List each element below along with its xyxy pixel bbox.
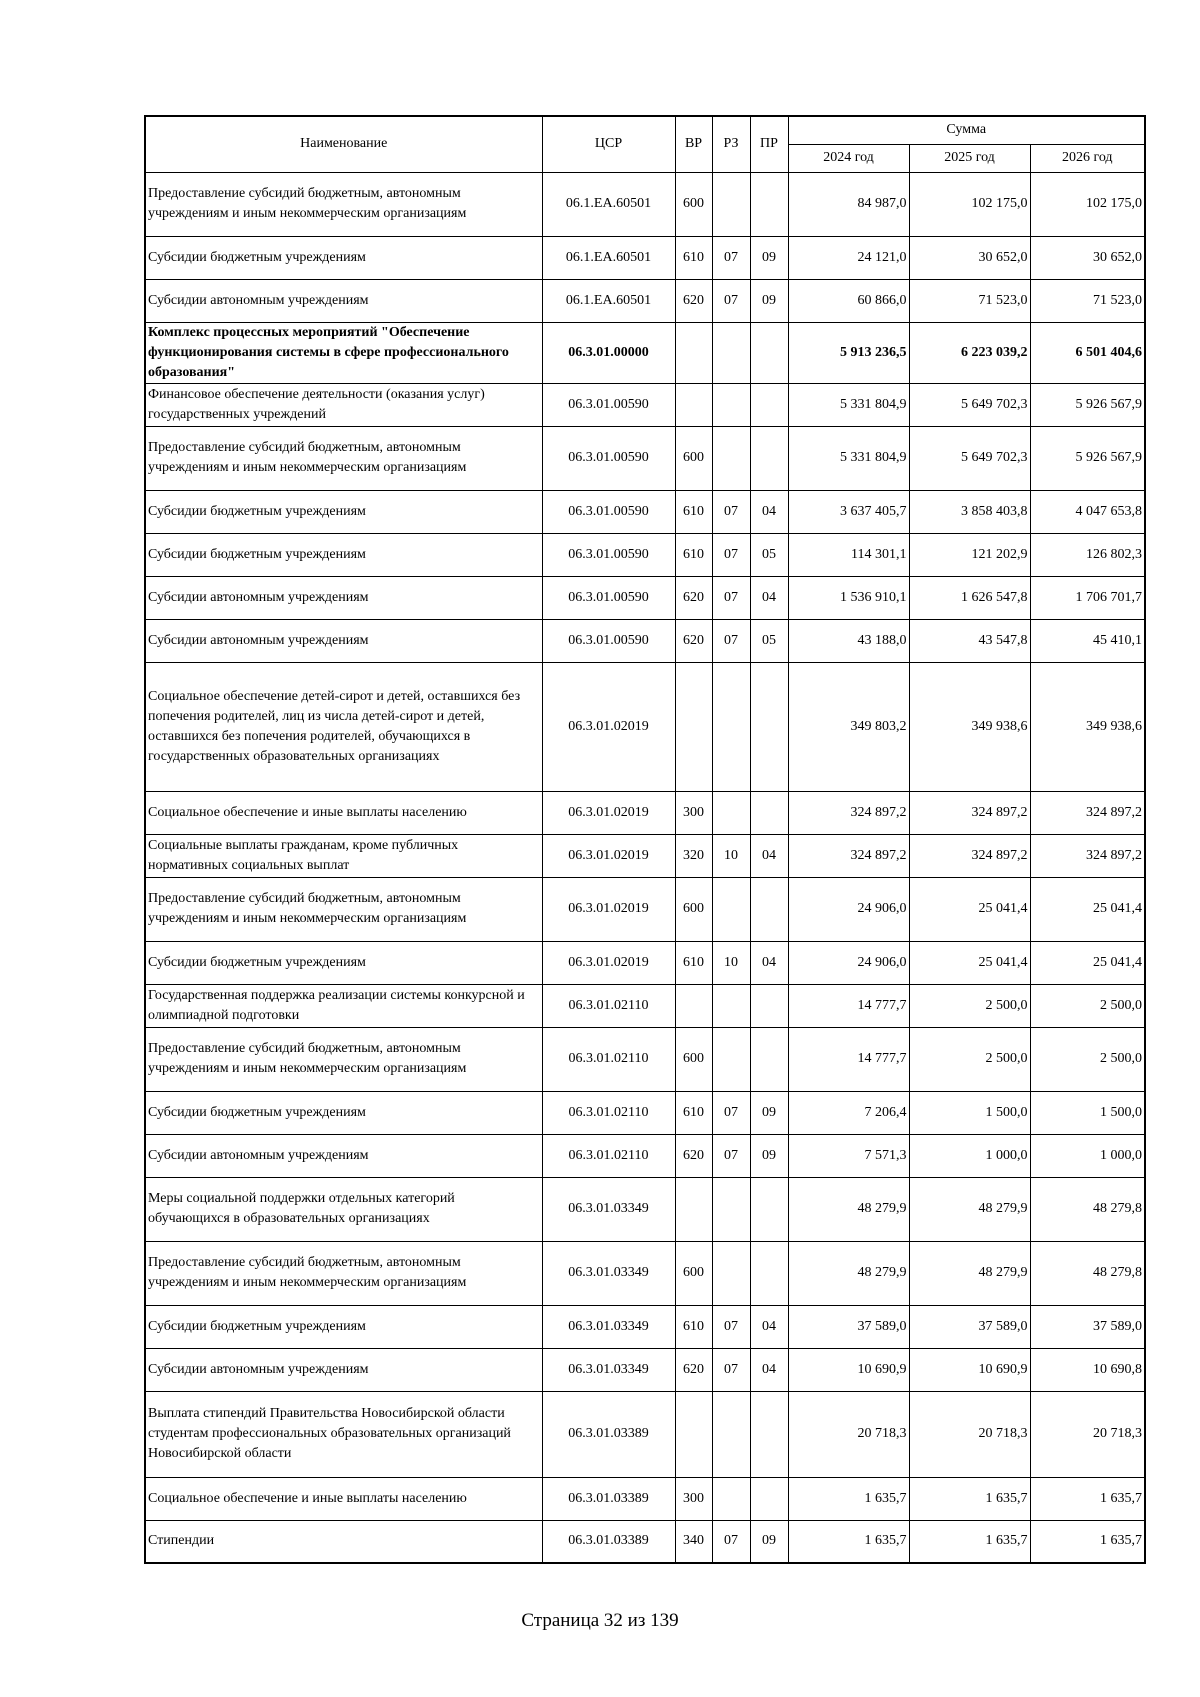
cell-rz xyxy=(712,1477,750,1520)
cell-year-2024: 1 536 910,1 xyxy=(788,576,909,619)
page-number: Страница 32 из 139 xyxy=(521,1610,679,1631)
cell-year-2026: 1 635,7 xyxy=(1030,1477,1145,1520)
cell-vr: 600 xyxy=(675,1027,712,1091)
cell-year-2026: 4 047 653,8 xyxy=(1030,490,1145,533)
cell-rz: 07 xyxy=(712,279,750,322)
cell-pr: 04 xyxy=(750,1305,788,1348)
cell-pr: 09 xyxy=(750,279,788,322)
cell-year-2025: 324 897,2 xyxy=(909,834,1030,877)
cell-year-2026: 48 279,8 xyxy=(1030,1241,1145,1305)
cell-year-2024: 1 635,7 xyxy=(788,1477,909,1520)
cell-rz xyxy=(712,791,750,834)
cell-year-2026: 45 410,1 xyxy=(1030,619,1145,662)
table-row xyxy=(145,662,1145,791)
cell-rz xyxy=(712,426,750,490)
cell-year-2025: 5 649 702,3 xyxy=(909,426,1030,490)
cell-year-2025: 1 635,7 xyxy=(909,1477,1030,1520)
table-row xyxy=(145,1348,1145,1391)
table-row xyxy=(145,791,1145,834)
cell-year-2026: 30 652,0 xyxy=(1030,236,1145,279)
table-row xyxy=(145,1177,1145,1241)
table-row xyxy=(145,322,1145,383)
cell-year-2024: 3 637 405,7 xyxy=(788,490,909,533)
cell-name: Социальное обеспечение детей-сирот и детей, оставшихся без попечения родителей, лиц из числа детей-сирот и детей, оставшихся без попечения родителей, обучающихся в государственных образовательных организациях xyxy=(145,662,542,791)
cell-year-2024: 24 906,0 xyxy=(788,941,909,984)
cell-vr: 600 xyxy=(675,426,712,490)
table-row xyxy=(145,941,1145,984)
cell-csr: 06.3.01.02019 xyxy=(542,877,675,941)
cell-year-2024: 5 331 804,9 xyxy=(788,383,909,426)
table-row xyxy=(145,279,1145,322)
cell-pr xyxy=(750,877,788,941)
cell-year-2026: 324 897,2 xyxy=(1030,791,1145,834)
cell-year-2025: 102 175,0 xyxy=(909,172,1030,236)
cell-csr: 06.3.01.03349 xyxy=(542,1348,675,1391)
cell-csr: 06.3.01.03349 xyxy=(542,1177,675,1241)
header-sum: Сумма xyxy=(788,116,1145,144)
cell-vr: 610 xyxy=(675,533,712,576)
cell-pr: 09 xyxy=(750,1091,788,1134)
cell-name: Субсидии автономным учреждениям xyxy=(145,1348,542,1391)
cell-year-2026: 1 706 701,7 xyxy=(1030,576,1145,619)
table-row xyxy=(145,172,1145,236)
cell-pr: 04 xyxy=(750,576,788,619)
table-row xyxy=(145,1477,1145,1520)
cell-pr: 04 xyxy=(750,490,788,533)
cell-rz xyxy=(712,984,750,1027)
cell-name: Предоставление субсидий бюджетным, автономным учреждениям и иным некоммерческим организациям xyxy=(145,426,542,490)
cell-year-2025: 71 523,0 xyxy=(909,279,1030,322)
table-row xyxy=(145,533,1145,576)
cell-year-2024: 60 866,0 xyxy=(788,279,909,322)
cell-csr: 06.1.EA.60501 xyxy=(542,236,675,279)
table-row xyxy=(145,984,1145,1027)
cell-year-2024: 114 301,1 xyxy=(788,533,909,576)
cell-year-2026: 48 279,8 xyxy=(1030,1177,1145,1241)
cell-year-2025: 349 938,6 xyxy=(909,662,1030,791)
cell-csr: 06.3.01.03389 xyxy=(542,1477,675,1520)
cell-name: Финансовое обеспечение деятельности (оказания услуг) государственных учреждений xyxy=(145,383,542,426)
cell-pr: 04 xyxy=(750,1348,788,1391)
cell-rz xyxy=(712,1241,750,1305)
cell-pr xyxy=(750,1391,788,1477)
table-row xyxy=(145,1091,1145,1134)
cell-pr: 05 xyxy=(750,533,788,576)
cell-year-2026: 126 802,3 xyxy=(1030,533,1145,576)
cell-year-2025: 43 547,8 xyxy=(909,619,1030,662)
cell-year-2024: 20 718,3 xyxy=(788,1391,909,1477)
table-row xyxy=(145,1305,1145,1348)
cell-year-2026: 2 500,0 xyxy=(1030,1027,1145,1091)
table-row xyxy=(145,1027,1145,1091)
cell-year-2026: 71 523,0 xyxy=(1030,279,1145,322)
cell-pr xyxy=(750,322,788,383)
cell-vr: 600 xyxy=(675,877,712,941)
cell-vr: 610 xyxy=(675,1305,712,1348)
table-row xyxy=(145,1134,1145,1177)
cell-csr: 06.3.01.02019 xyxy=(542,834,675,877)
cell-vr xyxy=(675,1177,712,1241)
header-csr: ЦСР xyxy=(542,116,675,172)
cell-pr: 09 xyxy=(750,236,788,279)
cell-csr: 06.3.01.02110 xyxy=(542,1027,675,1091)
cell-year-2024: 48 279,9 xyxy=(788,1177,909,1241)
cell-csr: 06.3.01.00590 xyxy=(542,533,675,576)
header-year-2025: 2025 год xyxy=(909,144,1030,172)
table-row xyxy=(145,619,1145,662)
cell-year-2026: 1 500,0 xyxy=(1030,1091,1145,1134)
header-year-2024: 2024 год xyxy=(788,144,909,172)
cell-rz xyxy=(712,383,750,426)
cell-vr: 620 xyxy=(675,576,712,619)
cell-year-2026: 10 690,8 xyxy=(1030,1348,1145,1391)
cell-rz: 07 xyxy=(712,1091,750,1134)
cell-csr: 06.3.01.00590 xyxy=(542,619,675,662)
cell-year-2026: 6 501 404,6 xyxy=(1030,322,1145,383)
cell-name: Стипендии xyxy=(145,1520,542,1563)
cell-year-2026: 25 041,4 xyxy=(1030,877,1145,941)
header-vr: ВР xyxy=(675,116,712,172)
table-row xyxy=(145,1520,1145,1563)
cell-vr: 610 xyxy=(675,236,712,279)
cell-year-2025: 2 500,0 xyxy=(909,984,1030,1027)
cell-name: Предоставление субсидий бюджетным, автономным учреждениям и иным некоммерческим организациям xyxy=(145,1027,542,1091)
cell-pr xyxy=(750,791,788,834)
header-year-2026: 2026 год xyxy=(1030,144,1145,172)
cell-year-2026: 349 938,6 xyxy=(1030,662,1145,791)
cell-year-2024: 14 777,7 xyxy=(788,1027,909,1091)
cell-name: Субсидии бюджетным учреждениям xyxy=(145,236,542,279)
cell-year-2024: 7 571,3 xyxy=(788,1134,909,1177)
cell-year-2025: 10 690,9 xyxy=(909,1348,1030,1391)
cell-year-2025: 1 635,7 xyxy=(909,1520,1030,1563)
cell-name: Меры социальной поддержки отдельных категорий обучающихся в образовательных организациях xyxy=(145,1177,542,1241)
cell-rz: 07 xyxy=(712,490,750,533)
cell-pr xyxy=(750,984,788,1027)
cell-name: Субсидии автономным учреждениям xyxy=(145,279,542,322)
header-rz: РЗ xyxy=(712,116,750,172)
cell-name: Субсидии автономным учреждениям xyxy=(145,576,542,619)
cell-year-2025: 48 279,9 xyxy=(909,1241,1030,1305)
cell-csr: 06.3.01.00590 xyxy=(542,426,675,490)
cell-year-2025: 6 223 039,2 xyxy=(909,322,1030,383)
table-row xyxy=(145,490,1145,533)
cell-name: Предоставление субсидий бюджетным, автономным учреждениям и иным некоммерческим организациям xyxy=(145,172,542,236)
cell-csr: 06.1.EA.60501 xyxy=(542,279,675,322)
cell-pr xyxy=(750,662,788,791)
cell-year-2025: 1 000,0 xyxy=(909,1134,1030,1177)
cell-pr xyxy=(750,172,788,236)
cell-rz: 07 xyxy=(712,1348,750,1391)
cell-pr: 05 xyxy=(750,619,788,662)
cell-vr: 340 xyxy=(675,1520,712,1563)
cell-rz xyxy=(712,1027,750,1091)
cell-year-2026: 20 718,3 xyxy=(1030,1391,1145,1477)
cell-rz: 10 xyxy=(712,834,750,877)
budget-table xyxy=(144,115,1146,1564)
cell-vr: 300 xyxy=(675,791,712,834)
cell-vr xyxy=(675,383,712,426)
cell-csr: 06.3.01.03349 xyxy=(542,1241,675,1305)
cell-rz: 07 xyxy=(712,1520,750,1563)
cell-year-2024: 84 987,0 xyxy=(788,172,909,236)
cell-csr: 06.3.01.02019 xyxy=(542,662,675,791)
cell-year-2024: 37 589,0 xyxy=(788,1305,909,1348)
table-body xyxy=(145,172,1145,1563)
cell-name: Субсидии бюджетным учреждениям xyxy=(145,533,542,576)
cell-vr xyxy=(675,984,712,1027)
cell-year-2024: 324 897,2 xyxy=(788,834,909,877)
cell-year-2025: 25 041,4 xyxy=(909,941,1030,984)
cell-csr: 06.3.01.03389 xyxy=(542,1520,675,1563)
cell-csr: 06.3.01.02110 xyxy=(542,1091,675,1134)
cell-pr xyxy=(750,1241,788,1305)
cell-year-2024: 14 777,7 xyxy=(788,984,909,1027)
cell-year-2025: 121 202,9 xyxy=(909,533,1030,576)
cell-year-2026: 5 926 567,9 xyxy=(1030,383,1145,426)
cell-csr: 06.3.01.00000 xyxy=(542,322,675,383)
cell-csr: 06.3.01.02019 xyxy=(542,941,675,984)
cell-year-2026: 37 589,0 xyxy=(1030,1305,1145,1348)
cell-vr: 620 xyxy=(675,1134,712,1177)
cell-year-2024: 43 188,0 xyxy=(788,619,909,662)
cell-year-2026: 1 635,7 xyxy=(1030,1520,1145,1563)
cell-year-2026: 1 000,0 xyxy=(1030,1134,1145,1177)
cell-name: Социальное обеспечение и иные выплаты населению xyxy=(145,1477,542,1520)
cell-name: Выплата стипендий Правительства Новосибирской области студентам профессиональных образовательных организаций Новосибирской области xyxy=(145,1391,542,1477)
cell-year-2025: 1 626 547,8 xyxy=(909,576,1030,619)
cell-csr: 06.3.01.02110 xyxy=(542,1134,675,1177)
table-row xyxy=(145,1391,1145,1477)
cell-year-2025: 48 279,9 xyxy=(909,1177,1030,1241)
cell-year-2026: 102 175,0 xyxy=(1030,172,1145,236)
cell-name: Социальные выплаты гражданам, кроме публичных нормативных социальных выплат xyxy=(145,834,542,877)
cell-rz xyxy=(712,172,750,236)
cell-name: Субсидии бюджетным учреждениям xyxy=(145,1091,542,1134)
table-row xyxy=(145,877,1145,941)
cell-vr: 620 xyxy=(675,279,712,322)
cell-csr: 06.3.01.02110 xyxy=(542,984,675,1027)
cell-csr: 06.3.01.02019 xyxy=(542,791,675,834)
cell-vr: 300 xyxy=(675,1477,712,1520)
cell-csr: 06.3.01.03389 xyxy=(542,1391,675,1477)
cell-rz: 07 xyxy=(712,236,750,279)
header-name: Наименование xyxy=(145,116,542,172)
cell-rz xyxy=(712,322,750,383)
cell-year-2025: 20 718,3 xyxy=(909,1391,1030,1477)
cell-pr: 04 xyxy=(750,941,788,984)
cell-pr: 09 xyxy=(750,1520,788,1563)
cell-csr: 06.3.01.00590 xyxy=(542,576,675,619)
cell-name: Субсидии бюджетным учреждениям xyxy=(145,941,542,984)
cell-year-2026: 2 500,0 xyxy=(1030,984,1145,1027)
cell-rz xyxy=(712,1391,750,1477)
cell-vr: 610 xyxy=(675,1091,712,1134)
cell-vr xyxy=(675,1391,712,1477)
cell-name: Социальное обеспечение и иные выплаты населению xyxy=(145,791,542,834)
table-row xyxy=(145,576,1145,619)
cell-pr xyxy=(750,426,788,490)
cell-name: Субсидии бюджетным учреждениям xyxy=(145,490,542,533)
cell-rz: 07 xyxy=(712,576,750,619)
cell-vr: 610 xyxy=(675,941,712,984)
cell-year-2024: 5 913 236,5 xyxy=(788,322,909,383)
cell-name: Субсидии автономным учреждениям xyxy=(145,1134,542,1177)
cell-rz: 07 xyxy=(712,1305,750,1348)
cell-vr: 610 xyxy=(675,490,712,533)
cell-vr: 320 xyxy=(675,834,712,877)
cell-name: Предоставление субсидий бюджетным, автономным учреждениям и иным некоммерческим организациям xyxy=(145,1241,542,1305)
cell-name: Комплекс процессных мероприятий "Обеспечение функционирования системы в сфере профессионального образования" xyxy=(145,322,542,383)
cell-year-2025: 324 897,2 xyxy=(909,791,1030,834)
cell-rz: 10 xyxy=(712,941,750,984)
cell-name: Государственная поддержка реализации системы конкурсной и олимпиадной подготовки xyxy=(145,984,542,1027)
cell-pr xyxy=(750,1477,788,1520)
cell-rz: 07 xyxy=(712,1134,750,1177)
cell-vr: 620 xyxy=(675,619,712,662)
cell-vr: 620 xyxy=(675,1348,712,1391)
cell-year-2025: 2 500,0 xyxy=(909,1027,1030,1091)
cell-name: Субсидии автономным учреждениям xyxy=(145,619,542,662)
cell-year-2025: 30 652,0 xyxy=(909,236,1030,279)
header-pr: ПР xyxy=(750,116,788,172)
cell-year-2024: 10 690,9 xyxy=(788,1348,909,1391)
cell-csr: 06.3.01.03349 xyxy=(542,1305,675,1348)
cell-year-2026: 25 041,4 xyxy=(1030,941,1145,984)
cell-name: Предоставление субсидий бюджетным, автономным учреждениям и иным некоммерческим организациям xyxy=(145,877,542,941)
table-row xyxy=(145,426,1145,490)
cell-year-2025: 37 589,0 xyxy=(909,1305,1030,1348)
cell-year-2024: 1 635,7 xyxy=(788,1520,909,1563)
cell-year-2025: 5 649 702,3 xyxy=(909,383,1030,426)
cell-pr xyxy=(750,383,788,426)
cell-csr: 06.3.01.00590 xyxy=(542,383,675,426)
table-row xyxy=(145,236,1145,279)
table-row xyxy=(145,1241,1145,1305)
cell-year-2025: 3 858 403,8 xyxy=(909,490,1030,533)
cell-year-2025: 1 500,0 xyxy=(909,1091,1030,1134)
cell-vr xyxy=(675,662,712,791)
cell-year-2024: 7 206,4 xyxy=(788,1091,909,1134)
cell-rz xyxy=(712,662,750,791)
cell-rz xyxy=(712,1177,750,1241)
cell-csr: 06.1.EA.60501 xyxy=(542,172,675,236)
cell-year-2024: 5 331 804,9 xyxy=(788,426,909,490)
cell-year-2026: 5 926 567,9 xyxy=(1030,426,1145,490)
cell-pr: 09 xyxy=(750,1134,788,1177)
cell-vr: 600 xyxy=(675,172,712,236)
cell-year-2026: 324 897,2 xyxy=(1030,834,1145,877)
cell-year-2024: 349 803,2 xyxy=(788,662,909,791)
cell-rz: 07 xyxy=(712,619,750,662)
table-row xyxy=(145,383,1145,426)
cell-name: Субсидии бюджетным учреждениям xyxy=(145,1305,542,1348)
cell-rz xyxy=(712,877,750,941)
table-row xyxy=(145,834,1145,877)
cell-year-2024: 24 906,0 xyxy=(788,877,909,941)
cell-pr xyxy=(750,1027,788,1091)
cell-csr: 06.3.01.00590 xyxy=(542,490,675,533)
cell-pr xyxy=(750,1177,788,1241)
cell-year-2024: 24 121,0 xyxy=(788,236,909,279)
cell-vr: 600 xyxy=(675,1241,712,1305)
cell-year-2025: 25 041,4 xyxy=(909,877,1030,941)
cell-vr xyxy=(675,322,712,383)
cell-year-2024: 324 897,2 xyxy=(788,791,909,834)
cell-pr: 04 xyxy=(750,834,788,877)
cell-year-2024: 48 279,9 xyxy=(788,1241,909,1305)
cell-rz: 07 xyxy=(712,533,750,576)
